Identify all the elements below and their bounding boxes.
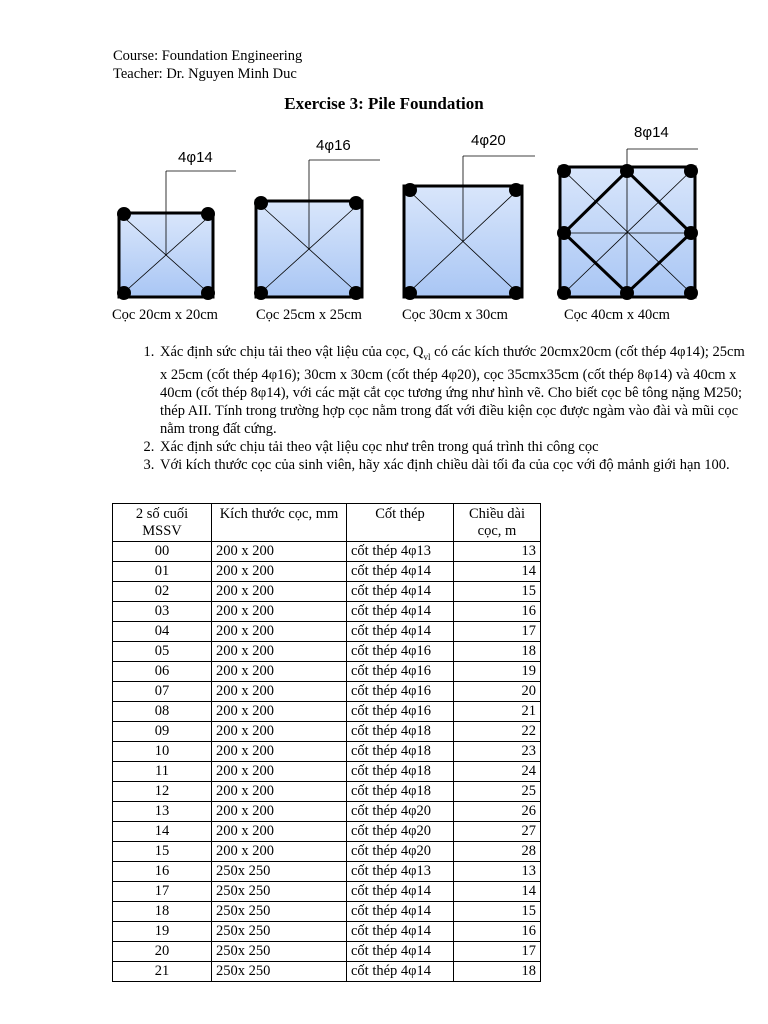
cell-pile-size: 200 x 200 [212,682,347,702]
cell-pile-size: 200 x 200 [212,742,347,762]
table-row [113,882,541,902]
cell-student-id: 08 [113,702,212,722]
cell-pile-length: 15 [454,902,541,922]
cell-rebar: cốt thép 4φ14 [347,622,454,642]
cell-rebar: cốt thép 4φ18 [347,742,454,762]
cell-student-id: 13 [113,802,212,822]
table-row [113,662,541,682]
task-item-1: 1. Xác định sức chịu tải theo vật liệu của cọc, $Q_{vl}$ có các kích thước 20cmx20cm (cốt thép 4φ14); 25cm x 25cm (cốt thép 4φ16); 30cm x 30cm (cốt thép 4φ20), cọc 35cmx35cm (cốt thép 8φ14) và 40cm x 40cm (cốt thép 8φ14), với các mặt cắt cọc tương ứng như hình vẽ. Cho biết cọc bê tông nặng M250; thép AII. Tính trong trường hợp cọc nằm trong đất với điều kiện cọc được ngàm vào đài và mũi cọc nằm trong đất cứng. [158,343,748,438]
cell-rebar: cốt thép 4φ16 [347,702,454,722]
task-item-2: 2. Xác định sức chịu tải theo vật liệu cọc như trên trong quá trình thi công cọc [158,438,748,456]
table-row [113,722,541,742]
table-row [113,702,541,722]
cell-pile-size: 200 x 200 [212,622,347,642]
cell-pile-length: 17 [454,942,541,962]
cell-student-id: 06 [113,662,212,682]
cell-student-id: 10 [113,742,212,762]
cell-pile-length: 20 [454,682,541,702]
header-rebar: Cốt thép [347,504,454,542]
cell-rebar: cốt thép 4φ14 [347,922,454,942]
cell-rebar: cốt thép 4φ20 [347,822,454,842]
cell-student-id: 11 [113,762,212,782]
caption-section-2: Cọc 25cm x 25cm [256,307,362,323]
cell-pile-length: 27 [454,822,541,842]
course-line: Course: Foundation Engineering [113,48,303,64]
cell-rebar: cốt thép 4φ18 [347,782,454,802]
header-pile-size: Kích thước cọc, mm [212,504,347,542]
page-title: Exercise 3: Pile Foundation [284,94,484,113]
cell-rebar: cốt thép 4φ14 [347,962,454,982]
cell-student-id: 01 [113,562,212,582]
header-pile-length: Chiều dài cọc, m [454,504,541,542]
cell-student-id: 05 [113,642,212,662]
cell-pile-length: 16 [454,602,541,622]
cell-pile-size: 200 x 200 [212,602,347,622]
pile-cross-sections [0,115,768,305]
table-row [113,762,541,782]
cell-pile-size: 250x 250 [212,882,347,902]
section-30x30 [403,132,535,300]
cell-pile-length: 14 [454,882,541,902]
cell-pile-size: 200 x 200 [212,542,347,562]
table-row [113,822,541,842]
cell-pile-size: 200 x 200 [212,722,347,742]
cell-pile-length: 14 [454,562,541,582]
cell-student-id: 14 [113,822,212,842]
cell-student-id: 17 [113,882,212,902]
task-item-3: 3. Với kích thước cọc của sinh viên, hãy xác định chiều dài tối đa của cọc với độ mảnh giới hạn 100. [158,456,748,474]
table-row [113,602,541,622]
cell-rebar: cốt thép 4φ14 [347,902,454,922]
cell-pile-length: 13 [454,862,541,882]
cell-pile-size: 200 x 200 [212,582,347,602]
cell-student-id: 21 [113,962,212,982]
cell-student-id: 16 [113,862,212,882]
table-row [113,642,541,662]
table-row [113,542,541,562]
table-row [113,902,541,922]
cell-student-id: 18 [113,902,212,922]
table-row [113,782,541,802]
caption-section-4: Cọc 40cm x 40cm [564,307,670,323]
table-header-row [113,504,541,542]
section-20x20 [117,149,236,300]
cell-pile-size: 200 x 200 [212,762,347,782]
cell-pile-size: 200 x 200 [212,702,347,722]
cell-student-id: 02 [113,582,212,602]
cell-pile-size: 200 x 200 [212,642,347,662]
cell-student-id: 19 [113,922,212,942]
cell-student-id: 09 [113,722,212,742]
cell-pile-size: 200 x 200 [212,822,347,842]
cell-rebar: cốt thép 4φ14 [347,942,454,962]
cell-pile-size: 250x 250 [212,862,347,882]
header-student-id: 2 số cuối MSSV [113,504,212,542]
cell-rebar: cốt thép 4φ13 [347,862,454,882]
cell-rebar: cốt thép 4φ16 [347,642,454,662]
table-row [113,622,541,642]
cell-rebar: cốt thép 4φ16 [347,682,454,702]
cell-rebar: cốt thép 4φ13 [347,542,454,562]
table-row [113,862,541,882]
cell-pile-length: 26 [454,802,541,822]
cell-pile-size: 250x 250 [212,942,347,962]
cell-pile-size: 250x 250 [212,902,347,922]
cell-pile-length: 22 [454,722,541,742]
table-row [113,842,541,862]
student-assignment-table [112,503,541,982]
section-40x40 [557,124,698,300]
cell-rebar: cốt thép 4φ18 [347,722,454,742]
cell-rebar: cốt thép 4φ16 [347,662,454,682]
cell-rebar: cốt thép 4φ20 [347,802,454,822]
cell-rebar: cốt thép 4φ14 [347,562,454,582]
table-row [113,682,541,702]
caption-section-1: Cọc 20cm x 20cm [112,307,218,323]
cell-pile-length: 21 [454,702,541,722]
caption-section-3: Cọc 30cm x 30cm [402,307,508,323]
cell-pile-length: 13 [454,542,541,562]
cell-pile-length: 17 [454,622,541,642]
cell-pile-size: 200 x 200 [212,782,347,802]
cell-pile-length: 15 [454,582,541,602]
cell-pile-size: 200 x 200 [212,842,347,862]
table-row [113,922,541,942]
cell-pile-length: 23 [454,742,541,762]
cell-student-id: 00 [113,542,212,562]
table-row [113,582,541,602]
table-row [113,942,541,962]
task-list [113,343,748,474]
cell-pile-length: 25 [454,782,541,802]
cell-pile-length: 19 [454,662,541,682]
cell-pile-size: 200 x 200 [212,802,347,822]
cell-pile-size: 200 x 200 [212,662,347,682]
cell-rebar: cốt thép 4φ20 [347,842,454,862]
cell-pile-length: 18 [454,642,541,662]
table-row [113,802,541,822]
cell-student-id: 20 [113,942,212,962]
rebar-label-1: 4φ14 [178,149,213,166]
rebar-label-3: 4φ20 [471,132,506,149]
cell-rebar: cốt thép 4φ14 [347,582,454,602]
cell-pile-size: 250x 250 [212,962,347,982]
cell-pile-length: 28 [454,842,541,862]
cell-pile-length: 18 [454,962,541,982]
table-row [113,742,541,762]
table-row [113,962,541,982]
cell-rebar: cốt thép 4φ14 [347,602,454,622]
cell-rebar: cốt thép 4φ18 [347,762,454,782]
rebar-label-4: 8φ14 [634,124,669,141]
teacher-line: Teacher: Dr. Nguyen Minh Duc [113,66,297,82]
cell-student-id: 03 [113,602,212,622]
rebar-label-2: 4φ16 [316,137,351,154]
cell-student-id: 04 [113,622,212,642]
cell-student-id: 15 [113,842,212,862]
cell-pile-size: 200 x 200 [212,562,347,582]
section-25x25 [254,137,380,300]
cell-student-id: 07 [113,682,212,702]
table-row [113,562,541,582]
cell-rebar: cốt thép 4φ14 [347,882,454,902]
cell-pile-length: 24 [454,762,541,782]
cell-pile-size: 250x 250 [212,922,347,942]
cell-pile-length: 16 [454,922,541,942]
cell-student-id: 12 [113,782,212,802]
